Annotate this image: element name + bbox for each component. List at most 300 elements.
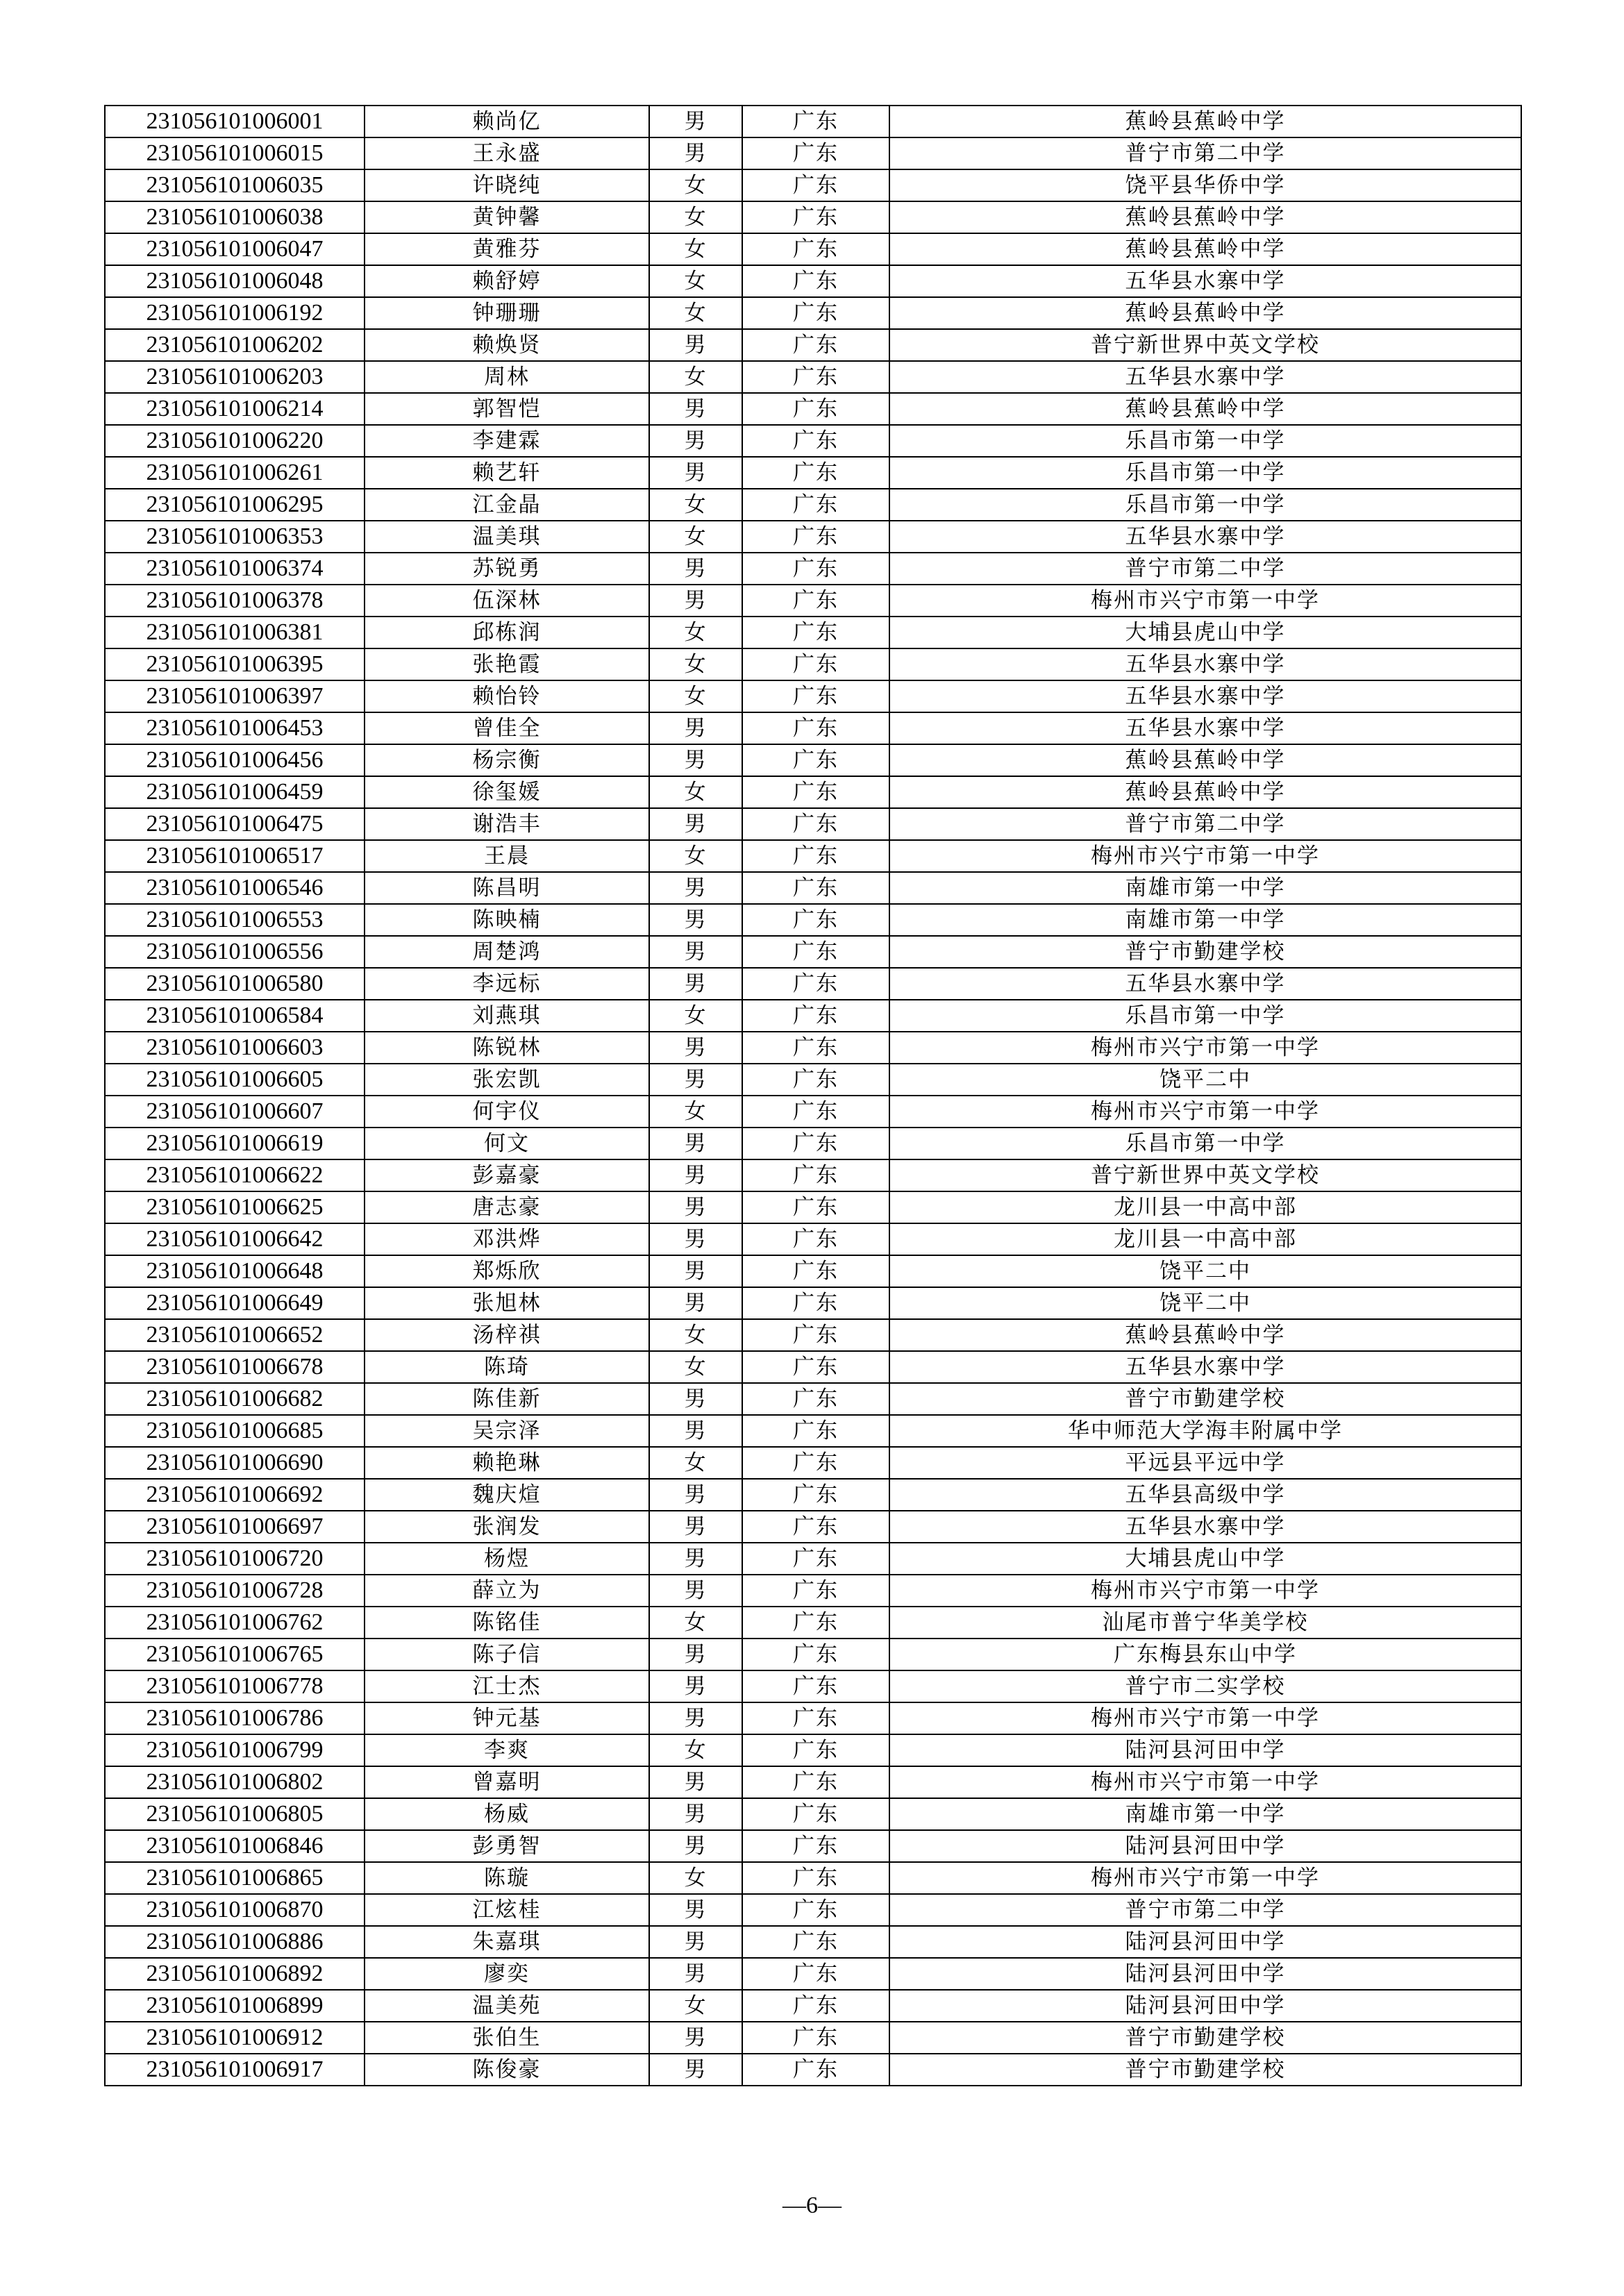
province-cell: 广东 (742, 329, 889, 361)
province-cell: 广东 (742, 361, 889, 393)
student-name-cell: 陈锐林 (365, 1032, 649, 1064)
province-cell: 广东 (742, 744, 889, 776)
table-row (105, 968, 1521, 1000)
student-name-cell: 杨威 (365, 1798, 649, 1830)
gender-cell: 男 (649, 808, 742, 840)
province-cell: 广东 (742, 553, 889, 585)
student-name-cell: 张旭林 (365, 1287, 649, 1319)
student-name-cell: 赖舒婷 (365, 265, 649, 297)
gender-cell: 女 (649, 1096, 742, 1128)
roster-table-body (105, 106, 1521, 2086)
table-row (105, 233, 1521, 265)
province-cell: 广东 (742, 137, 889, 169)
school-cell: 大埔县虎山中学 (889, 617, 1521, 648)
table-row (105, 1287, 1521, 1319)
student-name-cell: 张伯生 (365, 2022, 649, 2054)
gender-cell: 男 (649, 1926, 742, 1958)
school-cell: 陆河县河田中学 (889, 1990, 1521, 2022)
school-cell: 普宁市勤建学校 (889, 936, 1521, 968)
gender-cell: 男 (649, 137, 742, 169)
gender-cell: 女 (649, 297, 742, 329)
table-row (105, 936, 1521, 968)
school-cell: 五华县水寨中学 (889, 265, 1521, 297)
student-id-cell: 231056101006603 (105, 1032, 365, 1064)
table-row (105, 1415, 1521, 1447)
province-cell: 广东 (742, 457, 889, 489)
student-id-cell: 231056101006261 (105, 457, 365, 489)
province-cell: 广东 (742, 1000, 889, 1032)
province-cell: 广东 (742, 1926, 889, 1958)
student-id-cell: 231056101006912 (105, 2022, 365, 2054)
table-row (105, 2022, 1521, 2054)
student-name-cell: 彭嘉豪 (365, 1159, 649, 1191)
gender-cell: 男 (649, 872, 742, 904)
student-id-cell: 231056101006220 (105, 425, 365, 457)
province-cell: 广东 (742, 1319, 889, 1351)
province-cell: 广东 (742, 2054, 889, 2086)
student-id-cell: 231056101006374 (105, 553, 365, 585)
student-id-cell: 231056101006015 (105, 137, 365, 169)
table-row (105, 2054, 1521, 2086)
school-cell: 五华县水寨中学 (889, 712, 1521, 744)
table-row (105, 425, 1521, 457)
school-cell: 普宁市第二中学 (889, 808, 1521, 840)
province-cell: 广东 (742, 1447, 889, 1479)
school-cell: 乐昌市第一中学 (889, 425, 1521, 457)
student-name-cell: 唐志豪 (365, 1191, 649, 1223)
student-name-cell: 钟元基 (365, 1702, 649, 1734)
school-cell: 普宁市勤建学校 (889, 2054, 1521, 2086)
gender-cell: 男 (649, 1702, 742, 1734)
student-id-cell: 231056101006685 (105, 1415, 365, 1447)
student-name-cell: 苏锐勇 (365, 553, 649, 585)
student-id-cell: 231056101006697 (105, 1511, 365, 1543)
student-id-cell: 231056101006765 (105, 1639, 365, 1670)
student-name-cell: 钟珊珊 (365, 297, 649, 329)
student-id-cell: 231056101006678 (105, 1351, 365, 1383)
table-row (105, 521, 1521, 553)
student-id-cell: 231056101006556 (105, 936, 365, 968)
student-name-cell: 江炫桂 (365, 1894, 649, 1926)
school-cell: 普宁市第二中学 (889, 137, 1521, 169)
province-cell: 广东 (742, 1479, 889, 1511)
student-name-cell: 陈子信 (365, 1639, 649, 1670)
gender-cell: 女 (649, 1447, 742, 1479)
province-cell: 广东 (742, 265, 889, 297)
table-row (105, 329, 1521, 361)
school-cell: 蕉岭县蕉岭中学 (889, 1319, 1521, 1351)
school-cell: 普宁新世界中英文学校 (889, 329, 1521, 361)
province-cell: 广东 (742, 617, 889, 648)
student-name-cell: 黄钟馨 (365, 201, 649, 233)
province-cell: 广东 (742, 585, 889, 617)
student-id-cell: 231056101006870 (105, 1894, 365, 1926)
school-cell: 普宁市勤建学校 (889, 1383, 1521, 1415)
gender-cell: 男 (649, 1511, 742, 1543)
student-id-cell: 231056101006001 (105, 106, 365, 137)
province-cell: 广东 (742, 2022, 889, 2054)
student-id-cell: 231056101006553 (105, 904, 365, 936)
school-cell: 南雄市第一中学 (889, 1798, 1521, 1830)
gender-cell: 女 (649, 1319, 742, 1351)
student-name-cell: 陈映楠 (365, 904, 649, 936)
province-cell: 广东 (742, 201, 889, 233)
student-id-cell: 231056101006649 (105, 1287, 365, 1319)
gender-cell: 女 (649, 1607, 742, 1639)
gender-cell: 男 (649, 1383, 742, 1415)
school-cell: 五华县水寨中学 (889, 968, 1521, 1000)
table-row (105, 1607, 1521, 1639)
student-id-cell: 231056101006692 (105, 1479, 365, 1511)
student-id-cell: 231056101006038 (105, 201, 365, 233)
student-id-cell: 231056101006846 (105, 1830, 365, 1862)
student-id-cell: 231056101006580 (105, 968, 365, 1000)
student-name-cell: 陈俊豪 (365, 2054, 649, 2086)
student-name-cell: 廖奕 (365, 1958, 649, 1990)
student-name-cell: 周楚鸿 (365, 936, 649, 968)
table-row (105, 457, 1521, 489)
school-cell: 梅州市兴宁市第一中学 (889, 1766, 1521, 1798)
province-cell: 广东 (742, 1032, 889, 1064)
gender-cell: 女 (649, 840, 742, 872)
province-cell: 广东 (742, 968, 889, 1000)
table-row (105, 1830, 1521, 1862)
table-row (105, 1255, 1521, 1287)
province-cell: 广东 (742, 1128, 889, 1159)
gender-cell: 男 (649, 425, 742, 457)
gender-cell: 女 (649, 1351, 742, 1383)
school-cell: 南雄市第一中学 (889, 904, 1521, 936)
gender-cell: 男 (649, 1064, 742, 1096)
student-name-cell: 朱嘉琪 (365, 1926, 649, 1958)
province-cell: 广东 (742, 521, 889, 553)
province-cell: 广东 (742, 1511, 889, 1543)
school-cell: 蕉岭县蕉岭中学 (889, 393, 1521, 425)
province-cell: 广东 (742, 1383, 889, 1415)
gender-cell: 女 (649, 1862, 742, 1894)
gender-cell: 男 (649, 2022, 742, 2054)
province-cell: 广东 (742, 1862, 889, 1894)
table-row (105, 1447, 1521, 1479)
province-cell: 广东 (742, 1159, 889, 1191)
gender-cell: 女 (649, 521, 742, 553)
school-cell: 大埔县虎山中学 (889, 1543, 1521, 1575)
roster-sheet (104, 105, 1521, 2086)
gender-cell: 女 (649, 648, 742, 680)
gender-cell: 男 (649, 1223, 742, 1255)
province-cell: 广东 (742, 776, 889, 808)
student-id-cell: 231056101006456 (105, 744, 365, 776)
school-cell: 饶平二中 (889, 1255, 1521, 1287)
province-cell: 广东 (742, 648, 889, 680)
province-cell: 广东 (742, 1543, 889, 1575)
table-row (105, 1575, 1521, 1607)
student-name-cell: 张宏凯 (365, 1064, 649, 1096)
table-row (105, 1543, 1521, 1575)
school-cell: 五华县水寨中学 (889, 521, 1521, 553)
student-id-cell: 231056101006892 (105, 1958, 365, 1990)
gender-cell: 女 (649, 617, 742, 648)
student-id-cell: 231056101006453 (105, 712, 365, 744)
table-row (105, 1639, 1521, 1670)
table-row (105, 1064, 1521, 1096)
province-cell: 广东 (742, 1064, 889, 1096)
student-name-cell: 薛立为 (365, 1575, 649, 1607)
student-name-cell: 陈昌明 (365, 872, 649, 904)
student-id-cell: 231056101006295 (105, 489, 365, 521)
student-name-cell: 李建霖 (365, 425, 649, 457)
student-id-cell: 231056101006475 (105, 808, 365, 840)
student-id-cell: 231056101006622 (105, 1159, 365, 1191)
page-number: —6— (782, 2193, 842, 2218)
student-name-cell: 何文 (365, 1128, 649, 1159)
student-name-cell: 温美苑 (365, 1990, 649, 2022)
student-id-cell: 231056101006546 (105, 872, 365, 904)
gender-cell: 男 (649, 329, 742, 361)
table-row (105, 1862, 1521, 1894)
student-id-cell: 231056101006886 (105, 1926, 365, 1958)
student-id-cell: 231056101006865 (105, 1862, 365, 1894)
gender-cell: 男 (649, 712, 742, 744)
table-row (105, 137, 1521, 169)
student-name-cell: 李爽 (365, 1734, 649, 1766)
student-id-cell: 231056101006899 (105, 1990, 365, 2022)
student-id-cell: 231056101006762 (105, 1607, 365, 1639)
gender-cell: 男 (649, 2054, 742, 2086)
province-cell: 广东 (742, 1958, 889, 1990)
student-id-cell: 231056101006690 (105, 1447, 365, 1479)
student-id-cell: 231056101006047 (105, 233, 365, 265)
student-id-cell: 231056101006917 (105, 2054, 365, 2086)
gender-cell: 男 (649, 106, 742, 137)
student-name-cell: 邓洪烨 (365, 1223, 649, 1255)
school-cell: 陆河县河田中学 (889, 1958, 1521, 1990)
gender-cell: 男 (649, 1543, 742, 1575)
province-cell: 广东 (742, 1766, 889, 1798)
student-id-cell: 231056101006652 (105, 1319, 365, 1351)
school-cell: 饶平县华侨中学 (889, 169, 1521, 201)
province-cell: 广东 (742, 1255, 889, 1287)
table-row (105, 808, 1521, 840)
school-cell: 龙川县一中高中部 (889, 1191, 1521, 1223)
gender-cell: 男 (649, 744, 742, 776)
student-name-cell: 赖焕贤 (365, 329, 649, 361)
table-row (105, 1223, 1521, 1255)
table-row (105, 1032, 1521, 1064)
student-id-cell: 231056101006035 (105, 169, 365, 201)
school-cell: 陆河县河田中学 (889, 1830, 1521, 1862)
gender-cell: 男 (649, 1639, 742, 1670)
student-name-cell: 赖艳琳 (365, 1447, 649, 1479)
gender-cell: 男 (649, 1479, 742, 1511)
student-name-cell: 周林 (365, 361, 649, 393)
gender-cell: 女 (649, 680, 742, 712)
school-cell: 五华县水寨中学 (889, 361, 1521, 393)
student-id-cell: 231056101006397 (105, 680, 365, 712)
gender-cell: 男 (649, 553, 742, 585)
gender-cell: 男 (649, 457, 742, 489)
table-row (105, 712, 1521, 744)
province-cell: 广东 (742, 1191, 889, 1223)
table-row (105, 1670, 1521, 1702)
student-id-cell: 231056101006625 (105, 1191, 365, 1223)
gender-cell: 男 (649, 968, 742, 1000)
gender-cell: 男 (649, 1830, 742, 1862)
table-row (105, 1990, 1521, 2022)
table-row (105, 585, 1521, 617)
student-id-cell: 231056101006648 (105, 1255, 365, 1287)
school-cell: 饶平二中 (889, 1064, 1521, 1096)
school-cell: 蕉岭县蕉岭中学 (889, 776, 1521, 808)
gender-cell: 男 (649, 1766, 742, 1798)
student-id-cell: 231056101006786 (105, 1702, 365, 1734)
gender-cell: 男 (649, 1159, 742, 1191)
province-cell: 广东 (742, 1607, 889, 1639)
student-name-cell: 陈琦 (365, 1351, 649, 1383)
table-row (105, 1191, 1521, 1223)
table-row (105, 744, 1521, 776)
student-id-cell: 231056101006192 (105, 297, 365, 329)
student-name-cell: 黄雅芬 (365, 233, 649, 265)
school-cell: 梅州市兴宁市第一中学 (889, 840, 1521, 872)
table-row (105, 1926, 1521, 1958)
student-id-cell: 231056101006517 (105, 840, 365, 872)
student-id-cell: 231056101006799 (105, 1734, 365, 1766)
province-cell: 广东 (742, 680, 889, 712)
school-cell: 普宁市第二中学 (889, 553, 1521, 585)
student-name-cell: 赖怡铃 (365, 680, 649, 712)
gender-cell: 男 (649, 1415, 742, 1447)
table-row (105, 840, 1521, 872)
student-id-cell: 231056101006805 (105, 1798, 365, 1830)
student-name-cell: 魏庆煊 (365, 1479, 649, 1511)
gender-cell: 男 (649, 1032, 742, 1064)
school-cell: 华中师范大学海丰附属中学 (889, 1415, 1521, 1447)
province-cell: 广东 (742, 1415, 889, 1447)
student-id-cell: 231056101006381 (105, 617, 365, 648)
table-row (105, 489, 1521, 521)
province-cell: 广东 (742, 872, 889, 904)
student-id-cell: 231056101006619 (105, 1128, 365, 1159)
gender-cell: 女 (649, 201, 742, 233)
gender-cell: 女 (649, 1990, 742, 2022)
student-id-cell: 231056101006048 (105, 265, 365, 297)
school-cell: 汕尾市普宁华美学校 (889, 1607, 1521, 1639)
table-row (105, 1351, 1521, 1383)
gender-cell: 男 (649, 1798, 742, 1830)
gender-cell: 女 (649, 1734, 742, 1766)
student-id-cell: 231056101006353 (105, 521, 365, 553)
student-id-cell: 231056101006728 (105, 1575, 365, 1607)
school-cell: 梅州市兴宁市第一中学 (889, 1862, 1521, 1894)
school-cell: 五华县水寨中学 (889, 680, 1521, 712)
gender-cell: 男 (649, 936, 742, 968)
province-cell: 广东 (742, 1287, 889, 1319)
student-name-cell: 江士杰 (365, 1670, 649, 1702)
student-name-cell: 张艳霞 (365, 648, 649, 680)
student-name-cell: 邱栋润 (365, 617, 649, 648)
student-name-cell: 伍深林 (365, 585, 649, 617)
table-row (105, 872, 1521, 904)
table-row (105, 201, 1521, 233)
student-name-cell: 郭智恺 (365, 393, 649, 425)
province-cell: 广东 (742, 1702, 889, 1734)
table-row (105, 1958, 1521, 1990)
gender-cell: 男 (649, 1670, 742, 1702)
province-cell: 广东 (742, 489, 889, 521)
table-row (105, 617, 1521, 648)
school-cell: 饶平二中 (889, 1287, 1521, 1319)
gender-cell: 男 (649, 904, 742, 936)
student-id-cell: 231056101006802 (105, 1766, 365, 1798)
province-cell: 广东 (742, 712, 889, 744)
table-row (105, 1511, 1521, 1543)
table-row (105, 106, 1521, 137)
school-cell: 梅州市兴宁市第一中学 (889, 1032, 1521, 1064)
student-name-cell: 谢浩丰 (365, 808, 649, 840)
table-row (105, 169, 1521, 201)
student-name-cell: 杨煜 (365, 1543, 649, 1575)
student-id-cell: 231056101006605 (105, 1064, 365, 1096)
student-name-cell: 赖艺轩 (365, 457, 649, 489)
province-cell: 广东 (742, 233, 889, 265)
table-row (105, 904, 1521, 936)
province-cell: 广东 (742, 1351, 889, 1383)
school-cell: 五华县水寨中学 (889, 648, 1521, 680)
student-id-cell: 231056101006720 (105, 1543, 365, 1575)
student-id-cell: 231056101006202 (105, 329, 365, 361)
table-row (105, 1766, 1521, 1798)
student-name-cell: 许晓纯 (365, 169, 649, 201)
gender-cell: 男 (649, 1255, 742, 1287)
student-name-cell: 杨宗衡 (365, 744, 649, 776)
gender-cell: 男 (649, 585, 742, 617)
school-cell: 平远县平远中学 (889, 1447, 1521, 1479)
province-cell: 广东 (742, 808, 889, 840)
gender-cell: 男 (649, 1958, 742, 1990)
student-id-cell: 231056101006459 (105, 776, 365, 808)
school-cell: 蕉岭县蕉岭中学 (889, 233, 1521, 265)
table-row (105, 265, 1521, 297)
province-cell: 广东 (742, 1894, 889, 1926)
student-name-cell: 温美琪 (365, 521, 649, 553)
school-cell: 蕉岭县蕉岭中学 (889, 106, 1521, 137)
student-name-cell: 彭勇智 (365, 1830, 649, 1862)
school-cell: 五华县水寨中学 (889, 1511, 1521, 1543)
gender-cell: 女 (649, 489, 742, 521)
student-id-cell: 231056101006642 (105, 1223, 365, 1255)
school-cell: 南雄市第一中学 (889, 872, 1521, 904)
province-cell: 广东 (742, 1990, 889, 2022)
table-row (105, 1798, 1521, 1830)
gender-cell: 女 (649, 361, 742, 393)
student-name-cell: 刘燕琪 (365, 1000, 649, 1032)
gender-cell: 女 (649, 233, 742, 265)
school-cell: 梅州市兴宁市第一中学 (889, 1096, 1521, 1128)
school-cell: 普宁市第二中学 (889, 1894, 1521, 1926)
gender-cell: 男 (649, 1575, 742, 1607)
province-cell: 广东 (742, 1096, 889, 1128)
student-name-cell: 王晨 (365, 840, 649, 872)
table-row (105, 393, 1521, 425)
student-name-cell: 徐玺媛 (365, 776, 649, 808)
table-row (105, 1159, 1521, 1191)
school-cell: 乐昌市第一中学 (889, 1128, 1521, 1159)
gender-cell: 男 (649, 1894, 742, 1926)
student-name-cell: 江金晶 (365, 489, 649, 521)
table-row (105, 776, 1521, 808)
table-row (105, 1128, 1521, 1159)
